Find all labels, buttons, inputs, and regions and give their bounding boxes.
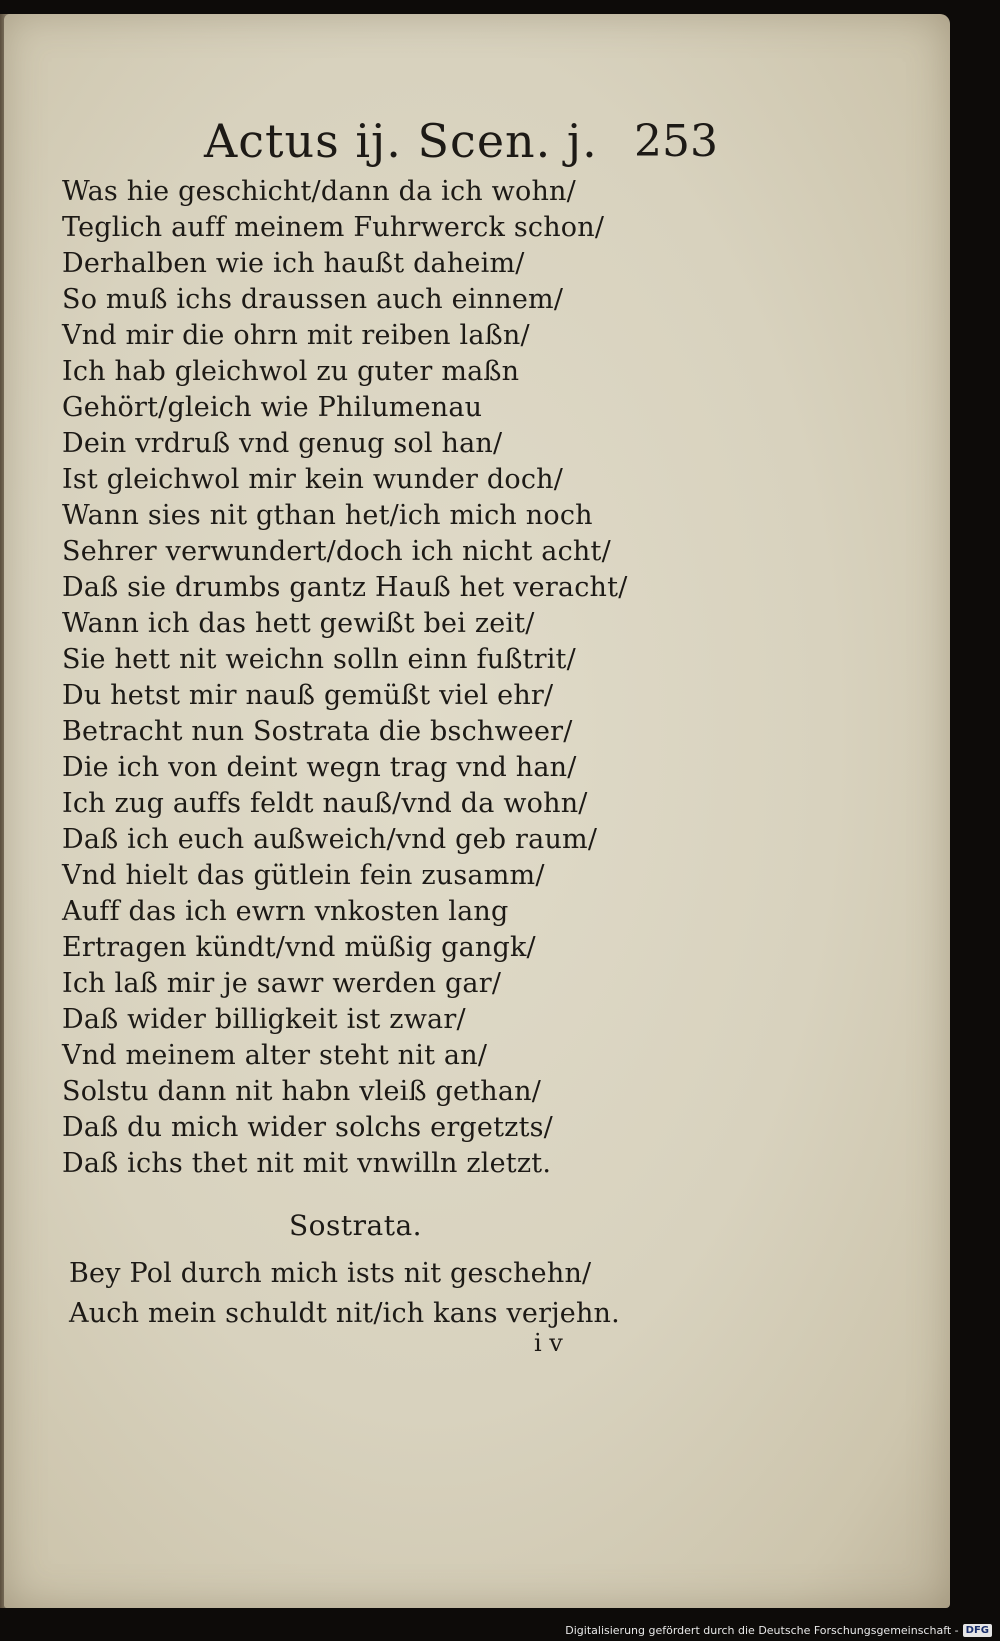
verse-line: Sie hett nit weichn solln einn fußtrit/ [62, 644, 576, 675]
verse-line: Wann sies nit gthan het/ich mich noch [62, 500, 593, 531]
verse-line: Daß wider billigkeit ist zwar/ [62, 1004, 466, 1035]
speech-line: Auch mein schuldt nit/ich kans verjehn. [69, 1298, 620, 1329]
verse-line: Du hetst mir nauß gemüßt viel ehr/ [62, 680, 554, 711]
verse-line: Ich hab gleichwol zu guter maßn [62, 356, 520, 387]
book-page [4, 14, 950, 1608]
verse-block [62, 174, 782, 1182]
speech-line: Bey Pol durch mich ists nit geschehn/ [69, 1258, 592, 1289]
verse-line: Ist gleichwol mir kein wunder doch/ [62, 464, 564, 495]
verse-line: Die ich von deint wegn trag vnd han/ [62, 752, 577, 783]
verse-line: Auff das ich ewrn vnkosten lang [62, 896, 509, 927]
verse-line: Daß ichs thet nit mit vnwilln zletzt. [62, 1148, 552, 1179]
speaker-heading: Sostrata. [289, 1209, 423, 1242]
verse-line: Teglich auff meinem Fuhrwerck schon/ [62, 212, 605, 243]
footer-credit: Digitalisierung gefördert durch die Deutsche Forschungsgemeinschaft - [565, 1624, 959, 1637]
verse-line: Gehört/gleich wie Philumenau [62, 392, 483, 423]
verse-line: Solstu dann nit habn vleiß gethan/ [62, 1076, 542, 1107]
verse-line: Sehrer verwundert/doch ich nicht acht/ [62, 536, 611, 567]
verse-line: Dein vrdruß vnd genug sol han/ [62, 428, 503, 459]
digitization-footer [565, 1624, 992, 1637]
running-head: Actus ij. Scen. j. [204, 114, 598, 168]
verse-line: Derhalben wie ich haußt daheim/ [62, 248, 525, 279]
verse-line: Ich zug auffs feldt nauß/vnd da wohn/ [62, 788, 588, 819]
signature-mark: i v [534, 1329, 563, 1357]
page-number: 253 [634, 116, 718, 167]
verse-line: So muß ichs draussen auch einnem/ [62, 284, 564, 315]
verse-line: Betracht nun Sostrata die bschweer/ [62, 716, 573, 747]
verse-line: Vnd meinem alter steht nit an/ [62, 1040, 488, 1071]
speech-block [69, 1254, 789, 1334]
verse-line: Ich laß mir je sawr werden gar/ [62, 968, 502, 999]
verse-line: Daß du mich wider solchs ergetzts/ [62, 1112, 553, 1143]
verse-line: Ertragen kündt/vnd müßig gangk/ [62, 932, 536, 963]
verse-line: Vnd hielt das gütlein fein zusamm/ [62, 860, 545, 891]
dfg-logo-icon: DFG [963, 1624, 992, 1637]
verse-line: Was hie geschicht/dann da ich wohn/ [62, 176, 576, 207]
verse-line: Vnd mir die ohrn mit reiben laßn/ [62, 320, 530, 351]
verse-line: Wann ich das hett gewißt bei zeit/ [62, 608, 535, 639]
verse-line: Daß ich euch außweich/vnd geb raum/ [62, 824, 598, 855]
verse-line: Daß sie drumbs gantz Hauß het veracht/ [62, 572, 628, 603]
